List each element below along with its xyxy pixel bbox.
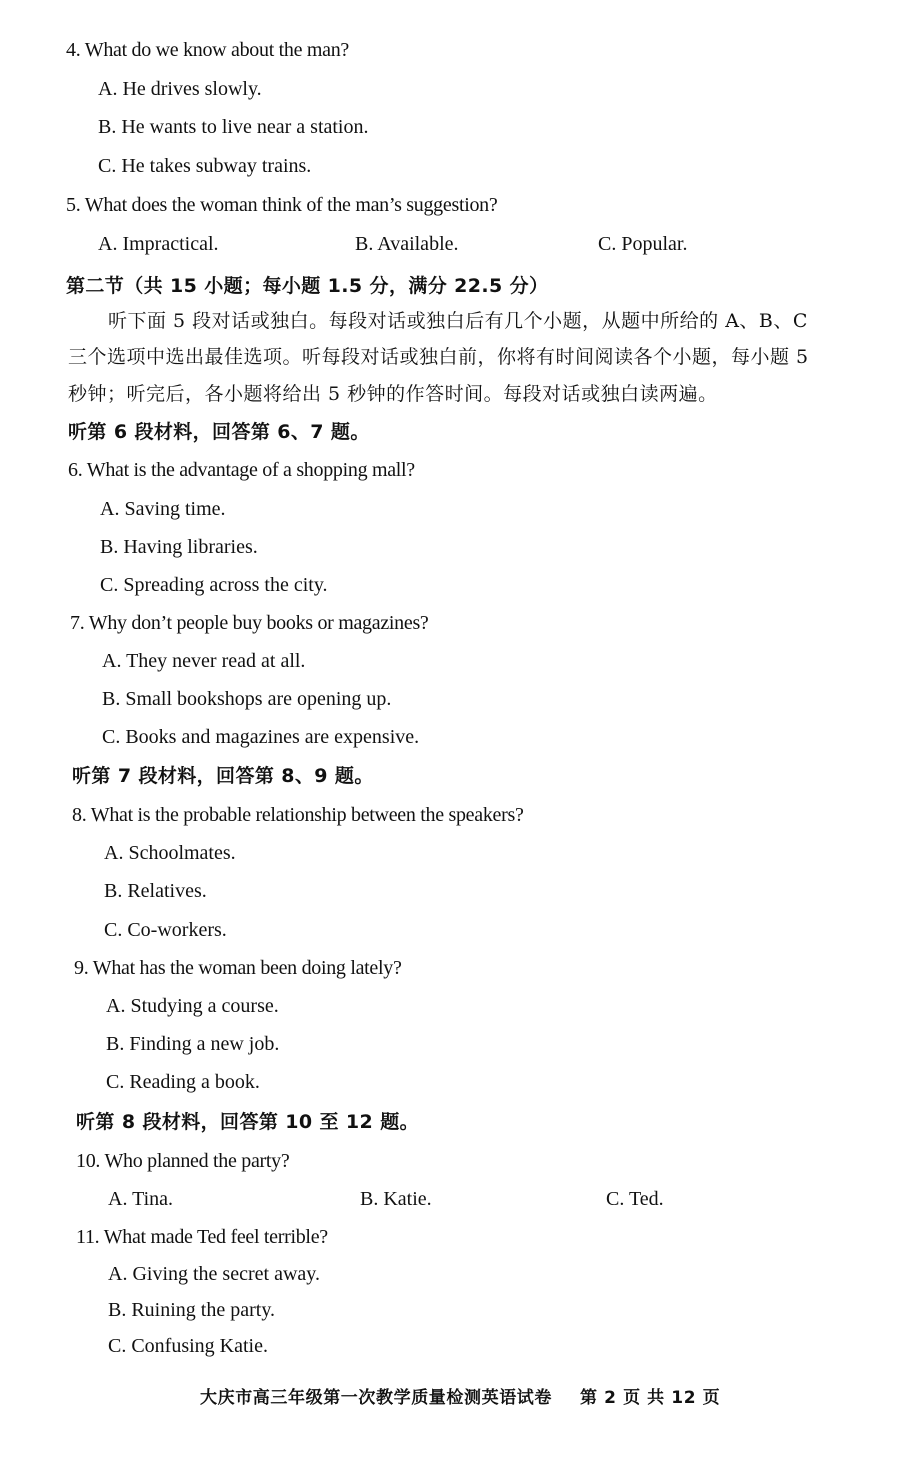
question-11-stem: 11. What made Ted feel terrible?: [76, 1226, 328, 1248]
question-9-stem: 9. What has the woman been doing lately?: [74, 957, 402, 979]
question-6-option-b: B. Having libraries.: [100, 536, 258, 558]
question-8-option-c: C. Co-workers.: [104, 919, 227, 941]
question-6-option-a: A. Saving time.: [100, 498, 226, 520]
question-8-option-b: B. Relatives.: [104, 880, 207, 902]
question-8-stem: 8. What is the probable relationship between the speakers?: [72, 804, 524, 826]
section-2-instructions-line-1: 听下面 5 段对话或独白。每段对话或独白后有几个小题，从题中所给的 A、B、C: [108, 310, 808, 332]
question-11-option-a: A. Giving the secret away.: [108, 1263, 320, 1285]
material-6-heading: 听第 6 段材料，回答第 6、7 题。: [68, 421, 370, 443]
question-7-option-b: B. Small bookshops are opening up.: [102, 688, 392, 710]
material-7-heading: 听第 7 段材料，回答第 8、9 题。: [72, 765, 374, 787]
question-5-stem: 5. What does the woman think of the man’s suggestion?: [66, 194, 498, 216]
question-8-option-a: A. Schoolmates.: [104, 842, 236, 864]
question-7-stem: 7. Why don’t people buy books or magazines?: [70, 612, 429, 634]
footer-page-number: 第 2 页 共 12 页: [580, 1388, 721, 1408]
question-5-option-a: A. Impractical.: [98, 233, 219, 255]
question-6-option-c: C. Spreading across the city.: [100, 574, 328, 596]
question-7-option-a: A. They never read at all.: [102, 650, 306, 672]
question-4-option-b: B. He wants to live near a station.: [98, 116, 369, 138]
question-7-option-c: C. Books and magazines are expensive.: [102, 726, 420, 748]
section-2-instructions-line-2: 三个选项中选出最佳选项。听每段对话或独白前，你将有时间阅读各个小题，每小题 5: [68, 346, 809, 368]
question-10-option-b: B. Katie.: [360, 1188, 432, 1210]
question-9-option-c: C. Reading a book.: [106, 1071, 260, 1093]
material-8-heading: 听第 8 段材料，回答第 10 至 12 题。: [76, 1111, 419, 1133]
section-2-heading: 第二节（共 15 小题；每小题 1.5 分，满分 22.5 分）: [66, 275, 549, 297]
question-11-option-c: C. Confusing Katie.: [108, 1335, 268, 1357]
question-4-option-c: C. He takes subway trains.: [98, 155, 312, 177]
question-9-option-a: A. Studying a course.: [106, 995, 279, 1017]
section-2-instructions-line-3: 秒钟；听完后，各小题将给出 5 秒钟的作答时间。每段对话或独白读两遍。: [68, 383, 718, 405]
question-4-stem: 4. What do we know about the man?: [66, 39, 349, 61]
question-10-stem: 10. Who planned the party?: [76, 1150, 290, 1172]
footer-exam-title: 大庆市高三年级第一次教学质量检测英语试卷: [200, 1388, 552, 1408]
question-10-option-a: A. Tina.: [108, 1188, 174, 1210]
question-9-option-b: B. Finding a new job.: [106, 1033, 280, 1055]
page-footer: [200, 1386, 720, 1410]
question-5-option-b: B. Available.: [355, 233, 459, 255]
question-11-option-b: B. Ruining the party.: [108, 1299, 276, 1321]
question-6-stem: 6. What is the advantage of a shopping mall?: [68, 459, 415, 481]
question-4-option-a: A. He drives slowly.: [98, 78, 262, 100]
question-10-option-c: C. Ted.: [606, 1188, 664, 1210]
question-5-option-c: C. Popular.: [598, 233, 688, 255]
